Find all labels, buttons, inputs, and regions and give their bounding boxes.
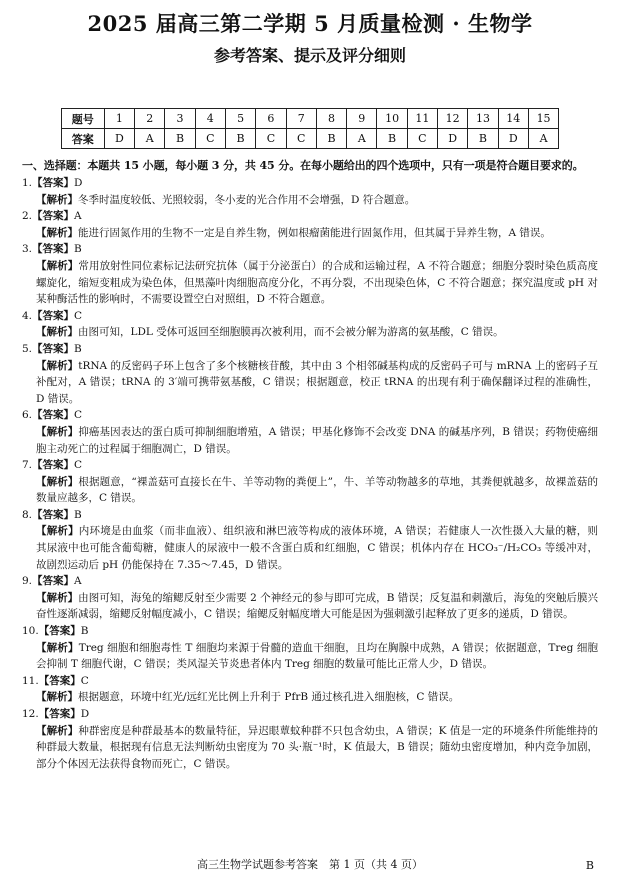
answer-tag: 【答案】 — [32, 342, 75, 355]
answer-tag: 【答案】 — [38, 708, 81, 720]
question-number-label: 4. — [22, 309, 33, 322]
answer-letter: A — [74, 575, 82, 588]
explain-tag: 【解析】 — [36, 193, 78, 206]
explain-tag: 【解析】 — [36, 359, 79, 372]
answer-letter: B — [74, 342, 82, 355]
explanation — [22, 723, 598, 773]
explanation — [22, 590, 598, 623]
answer-letter: C — [74, 459, 83, 472]
question-number: 14 — [498, 109, 528, 129]
answer-cell: D — [104, 129, 134, 149]
answer-tag: 【答案】 — [32, 177, 75, 189]
explanation-text: 种群密度是种群最基本的数量特征，异迟眼蕈蚊种群不只包含幼虫，A 错误；K 值是一定的环境条件所能维持的种群最大数量，根据现有信息无法判断幼虫密度为 70 头·瓶⁻¹时，K 值最大，B 错误；随幼虫密度增加，种内竞争加剧，部分个体因无法获得食物而死亡，C 错误。 — [36, 724, 599, 770]
answer-letter: B — [80, 625, 89, 638]
explain-tag: 【解析】 — [36, 525, 79, 538]
answer-cell: B — [316, 129, 346, 149]
answer-table — [61, 108, 559, 149]
explain-tag: 【解析】 — [36, 591, 79, 604]
question-number-label: 1. — [22, 177, 33, 189]
answer-letter: C — [80, 674, 89, 687]
question-number: 1 — [104, 109, 134, 129]
question-number: 2 — [135, 109, 165, 129]
question-number: 11 — [407, 109, 437, 129]
question-number-label: 9. — [22, 575, 33, 588]
explanation-text: 内环境是由血浆（而非血液）、组织液和淋巴液等构成的液体环境，A 错误；若健康人一次性摄入大量的糖，则其尿液中也可能含葡萄糖，健康人的尿液中一般不含蛋白质和红细胞，C 错误；机体内存在 HCO₃⁻/H₂CO₃ 等缓冲对，故剧烈运动后 pH 仍能保持在 7.35～7.45，D 错误。 — [36, 525, 598, 571]
question-number: 6 — [256, 109, 286, 129]
explanation-text: tRNA 的反密码子环上包含了多个核糖核苷酸，其中由 3 个相邻碱基构成的反密码子可与 mRNA 上的密码子互补配对，A 错误；tRNA 的 3′端可携带氨基酸，C 错误；根据题意，校正 tRNA 的出现有利于确保翻译过程的准确性，D 错误。 — [36, 359, 598, 405]
question-answer-line — [22, 507, 598, 524]
answer-tag: 【答案】 — [32, 508, 75, 521]
answer-letter: C — [74, 409, 83, 422]
explain-tag: 【解析】 — [36, 326, 78, 339]
question-number-label: 8. — [22, 508, 33, 521]
answer-tag: 【答案】 — [38, 625, 81, 638]
answer-cell: B — [377, 129, 407, 149]
explanation — [22, 258, 598, 308]
qa-list — [22, 175, 598, 772]
answer-cell: A — [347, 129, 377, 149]
question-answer-line — [22, 623, 598, 640]
question-number: 3 — [165, 109, 195, 129]
answer-cell: D — [498, 129, 528, 149]
explanation-text: Treg 细胞和细胞毒性 T 细胞均来源于骨髓的造血干细胞，且均在胸腺中成熟，A 错误；依据题意，Treg 细胞会抑制 T 细胞代谢，C 错误；类风湿关节炎患者体内 Treg 细胞的数量可能比正常人少，D 错误。 — [36, 641, 598, 671]
question-answer-line — [22, 673, 598, 690]
explanation — [22, 358, 598, 408]
question-answer-line — [22, 308, 598, 325]
question-answer-line — [22, 175, 598, 192]
answer-letter: B — [74, 243, 82, 256]
answer-letter: B — [74, 508, 82, 521]
section-heading: 一、选择题：本题共 15 小题，每小题 3 分，共 45 分。在每小题给出的四个选项中，只有一项是符合题目要求的。 — [22, 159, 584, 172]
question-answer-line — [22, 706, 598, 723]
question-number-row — [61, 109, 558, 129]
question-number-label: 3. — [22, 243, 33, 256]
question-number: 4 — [195, 109, 225, 129]
question-number: 12 — [438, 109, 468, 129]
answer-tag: 【答案】 — [32, 243, 75, 256]
answer-letter: D — [74, 177, 83, 189]
question-number: 5 — [225, 109, 255, 129]
answer-letter: A — [74, 210, 82, 223]
answer-cell: A — [528, 129, 558, 149]
page-footer: 高三生物学试题参考答案 第 1 页（共 4 页） — [197, 858, 423, 871]
explanation — [22, 192, 598, 209]
question-answer-line — [22, 573, 598, 590]
explanation-text: 由图可知，海兔的缩鳃反射至少需要 2 个神经元的参与即可完成，B 错误；反复温和刺激后，海兔的突触后膜兴奋性逐渐减弱，缩鳃反射幅度减小，C 错误；缩鳃反射幅度增大可能是因为强刺激引起释放了更多的递质，D 错误。 — [36, 591, 599, 621]
explanation-text: 能进行固氮作用的生物不一定是自养生物，例如根瘤菌能进行固氮作用，但其属于异养生物，A 错误。 — [78, 226, 551, 239]
explanation-text: 根据题意，环境中红光/远红光比例上升利于 PfrB 通过核孔进入细胞核，C 错误。 — [78, 691, 460, 704]
explain-tag: 【解析】 — [36, 691, 78, 704]
answer-letter: D — [80, 708, 90, 720]
question-answer-line — [22, 241, 598, 258]
question-number-label: 11. — [22, 674, 39, 687]
explanation-text: 由图可知，LDL 受体可返回至细胞膜再次被利用，而不会被分解为游离的氨基酸，C 错误。 — [78, 326, 504, 339]
explanation — [22, 640, 598, 673]
question-number-label: 6. — [22, 409, 33, 422]
answer-cell: A — [135, 129, 165, 149]
question-number: 9 — [347, 109, 377, 129]
explain-tag: 【解析】 — [36, 226, 78, 239]
answer-letter: C — [74, 309, 83, 322]
question-answer-line — [22, 407, 598, 424]
question-number-label: 10. — [22, 625, 39, 638]
explain-tag: 【解析】 — [36, 724, 79, 737]
explain-tag: 【解析】 — [36, 425, 79, 438]
explain-tag: 【解析】 — [36, 259, 79, 272]
explanation-text: 冬季时温度较低、光照较弱，冬小麦的光合作用不会增强，D 符合题意。 — [78, 193, 416, 206]
explanation — [22, 523, 598, 573]
explanation — [22, 225, 598, 242]
answer-tag: 【答案】 — [38, 674, 81, 687]
answer-tag: 【答案】 — [32, 459, 75, 472]
question-number-label: 5. — [22, 342, 33, 355]
page-subtitle: 参考答案、提示及评分细则 — [213, 46, 406, 65]
question-number: 13 — [468, 109, 498, 129]
version-letter: B — [585, 859, 594, 872]
row-label-number: 题号 — [61, 109, 104, 129]
answer-cell: D — [438, 129, 468, 149]
explanation-text: 常用放射性同位素标记法研究抗体（属于分泌蛋白）的合成和运输过程，A 不符合题意；细胞分裂时染色质高度螺旋化，缩短变粗成为染色体，但黑藻叶肉细胞高度分化，不再分裂，不出现染色体，C 不符合题意；探究温度或 pH 对某种酶活性的影响时，不需要设置空白对照组，D 不符合题意。 — [36, 259, 598, 306]
page-title: 2025 届高三第二学期 5 月质量检测 · 生物学 — [87, 11, 533, 36]
explanation — [22, 474, 598, 507]
question-number: 7 — [286, 109, 316, 129]
question-number: 8 — [316, 109, 346, 129]
explain-tag: 【解析】 — [36, 475, 79, 488]
question-number: 10 — [377, 109, 407, 129]
answer-cell: C — [195, 129, 225, 149]
answer-tag: 【答案】 — [32, 309, 75, 322]
question-answer-line — [22, 341, 598, 358]
answer-tag: 【答案】 — [32, 210, 75, 223]
explanation — [22, 324, 598, 341]
question-number-label: 2. — [22, 210, 33, 223]
question-answer-line — [22, 208, 598, 225]
answer-cell: C — [286, 129, 316, 149]
explanation-text: 抑癌基因表达的蛋白质可抑制细胞增殖，A 错误；甲基化修饰不会改变 DNA 的碱基序列，B 错误；药物使癌细胞主动死亡的过程属于细胞凋亡，D 错误。 — [36, 425, 598, 455]
explanation-text: 根据题意，“裸盖菇可直接长在牛、羊等动物的粪便上”，牛、羊等动物越多的草地，其粪便就越多，故裸盖菇的数量应越多，C 错误。 — [36, 475, 599, 505]
answer-cell: B — [165, 129, 195, 149]
answer-tag: 【答案】 — [32, 409, 75, 422]
answer-cell: C — [256, 129, 286, 149]
explain-tag: 【解析】 — [36, 641, 79, 654]
question-number: 15 — [528, 109, 558, 129]
explanation — [22, 689, 598, 706]
row-label-answer: 答案 — [61, 129, 104, 149]
question-number-label: 7. — [22, 459, 33, 472]
question-answer-line — [22, 457, 598, 474]
question-number-label: 12. — [22, 708, 39, 720]
answer-row — [61, 129, 558, 149]
answer-cell: C — [407, 129, 437, 149]
explanation — [22, 424, 598, 457]
answer-tag: 【答案】 — [32, 575, 75, 588]
answer-cell: B — [225, 129, 255, 149]
answer-cell: B — [468, 129, 498, 149]
